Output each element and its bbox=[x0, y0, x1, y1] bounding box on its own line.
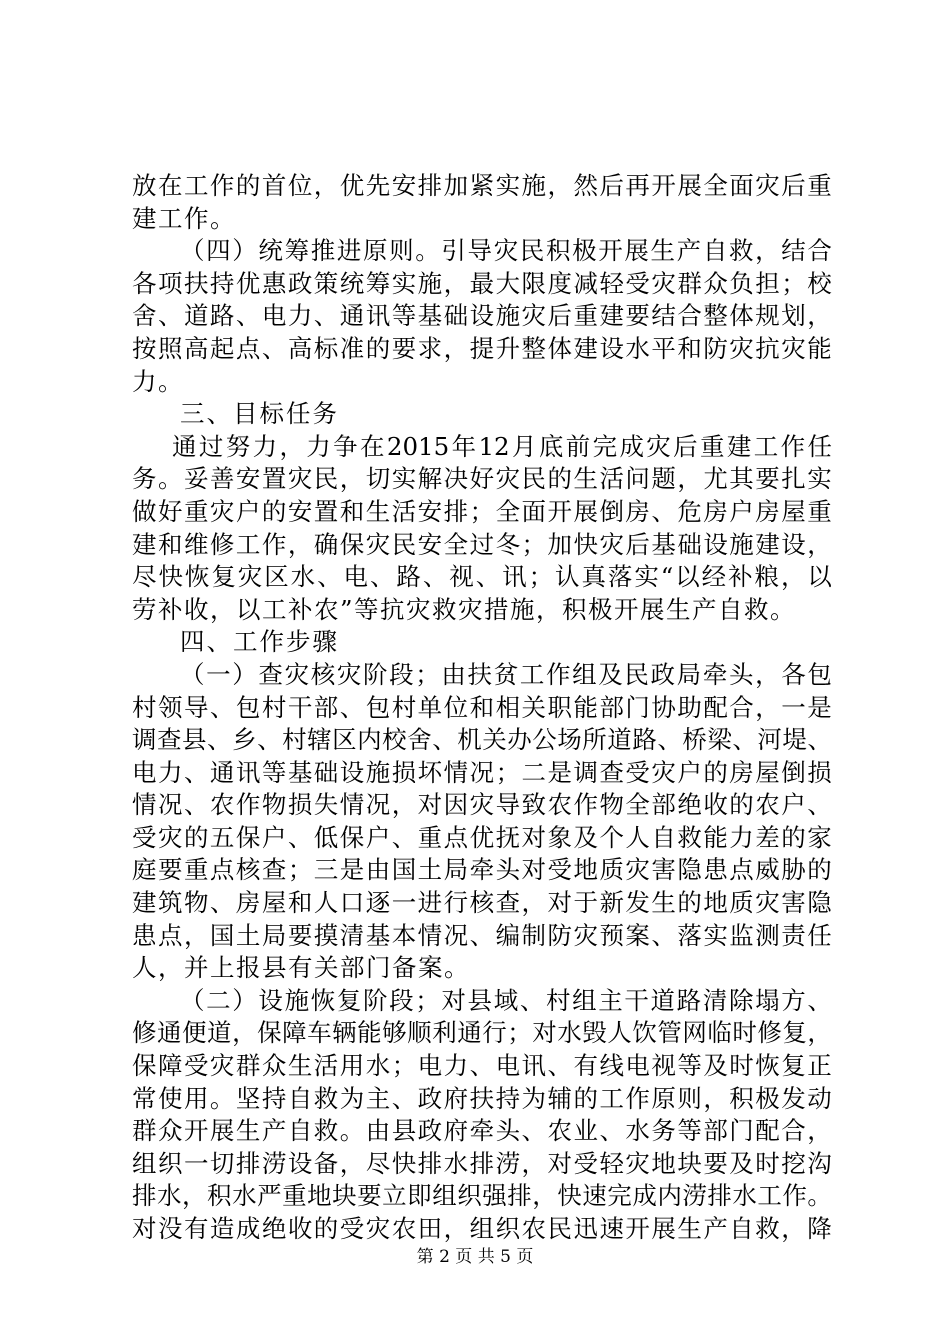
text-line: 情 况 、 农 作 物 损 失 情 况 ， 对 因 灾 导 致 农 作 物 全 部 绝 收 的 农 户 、 bbox=[132, 790, 832, 820]
text-line: 各 项 扶 持 优 惠 政 策 统 筹 实 施 ， 最 大 限 度 减 轻 受 灾 群 众 负 担 ； 校 bbox=[132, 268, 832, 298]
document-body bbox=[132, 170, 832, 1246]
section-heading: 三、目标任务 bbox=[180, 399, 339, 429]
text-line: 舍 、 道 路 、 电 力 、 通 讯 等 基 础 设 施 灾 后 重 建 要 结 合 整 体 规 划 ， bbox=[132, 301, 832, 331]
text-line: 保 障 受 灾 群 众 生 活 用 水 ； 电 力 、 电 讯 、 有 线 电 视 等 及 时 恢 复 正 bbox=[132, 1051, 832, 1081]
text-line: 通 过 努 力 ， 力 争 在 2015 年 12 月 底 前 完 成 灾 后 重 建 工 作 任 bbox=[172, 431, 832, 461]
text-line: 做 好 重 灾 户 的 安 置 和 生 活 安 排 ； 全 面 开 展 倒 房 、 危 房 户 房 屋 重 bbox=[132, 496, 832, 526]
text-line: 力。 bbox=[132, 366, 184, 396]
text-line: 患 点 ， 国 土 局 要 摸 清 基 本 情 况 、 编 制 防 灾 预 案 、 落 实 监 测 责 任 bbox=[132, 920, 832, 950]
text-line: 受 灾 的 五 保 户 、 低 保 户 、 重 点 优 抚 对 象 及 个 人 自 救 能 力 差 的 家 bbox=[132, 822, 832, 852]
text-line: 村 领 导 、 包 村 干 部 、 包 村 单 位 和 相 关 职 能 部 门 协 助 配 合 ， 一 是 bbox=[132, 692, 832, 722]
text-line: 常 使 用 。 坚 持 自 救 为 主 、 政 府 扶 持 为 辅 的 工 作 原 则 ， 积 极 发 动 bbox=[132, 1083, 832, 1113]
text-line: 对 没 有 造 成 绝 收 的 受 灾 农 田 ， 组 织 农 民 迅 速 开 展 生 产 自 救 ， 降 bbox=[132, 1214, 832, 1243]
text-line: 排 水 ， 积 水 严 重 地 块 要 立 即 组 织 强 排 ， 快 速 完 成 内 涝 排 水 工 作 。 bbox=[132, 1181, 832, 1211]
text-line: 组 织 一 切 排 涝 设 备 ， 尽 快 排 水 排 涝 ， 对 受 轻 灾 地 块 要 及 时 挖 沟 bbox=[132, 1148, 832, 1178]
text-line: 调 查 县 、 乡 、 村 辖 区 内 校 舍 、 机 关 办 公 场 所 道 路 、 桥 梁 、 河 堤 、 bbox=[132, 725, 832, 755]
text-line: 劳补收，以工补农”等抗灾救灾措施，积极开展生产自救。 bbox=[132, 594, 797, 624]
text-line: （ 一 ） 查 灾 核 灾 阶 段 ； 由 扶 贫 工 作 组 及 民 政 局 牵 头 ， 各 包 bbox=[180, 659, 832, 689]
text-line: （ 二 ） 设 施 恢 复 阶 段 ； 对 县 域 、 村 组 主 干 道 路 清 除 塌 方 、 bbox=[180, 985, 832, 1015]
text-line: 庭 要 重 点 核 查 ； 三 是 由 国 土 局 牵 头 对 受 地 质 灾 害 隐 患 点 威 胁 的 bbox=[132, 855, 832, 885]
text-line: 建 筑 物 、 房 屋 和 人 口 逐 一 进 行 核 查 ， 对 于 新 发 生 的 地 质 灾 害 隐 bbox=[132, 888, 832, 918]
text-line: 按 照 高 起 点 、 高 标 准 的 要 求 ， 提 升 整 体 建 设 水 平 和 防 灾 抗 灾 能 bbox=[132, 333, 832, 363]
page-number: 第 2 页 共 5 页 bbox=[416, 1247, 534, 1267]
text-line: 务 。 妥 善 安 置 灾 民 ， 切 实 解 决 好 灾 民 的 生 活 问 题 ， 尤 其 要 扎 实 bbox=[132, 464, 832, 494]
text-line: 建 和 维 修 工 作 ， 确 保 灾 民 安 全 过 冬 ； 加 快 灾 后 基 础 设 施 建 设 ， bbox=[132, 529, 832, 559]
text-line: 修 通 便 道 ， 保 障 车 辆 能 够 顺 利 通 行 ； 对 水 毁 人 饮 管 网 临 时 修 复 ， bbox=[132, 1018, 832, 1048]
text-line: 人，并上报县有关部门备案。 bbox=[132, 953, 470, 983]
text-line: 建工作。 bbox=[132, 203, 236, 233]
section-heading: 四、工作步骤 bbox=[180, 627, 339, 657]
text-line: 尽 快 恢 复 灾 区 水 、 电 、 路 、 视 、 讯 ； 认 真 落 实 “ 以 经 补 粮 ， 以 bbox=[132, 562, 832, 592]
text-line: 电 力 、 通 讯 等 基 础 设 施 损 坏 情 况 ； 二 是 调 查 受 灾 户 的 房 屋 倒 损 bbox=[132, 757, 832, 787]
text-line: （ 四 ） 统 筹 推 进 原 则 。 引 导 灾 民 积 极 开 展 生 产 自 救 ， 结 合 bbox=[180, 236, 832, 266]
text-line: 群 众 开 展 生 产 自 救 。 由 县 政 府 牵 头 、 农 业 、 水 务 等 部 门 配 合 ， bbox=[132, 1116, 832, 1146]
text-line: 放 在 工 作 的 首 位 ， 优 先 安 排 加 紧 实 施 ， 然 后 再 开 展 全 面 灾 后 重 bbox=[132, 171, 832, 200]
